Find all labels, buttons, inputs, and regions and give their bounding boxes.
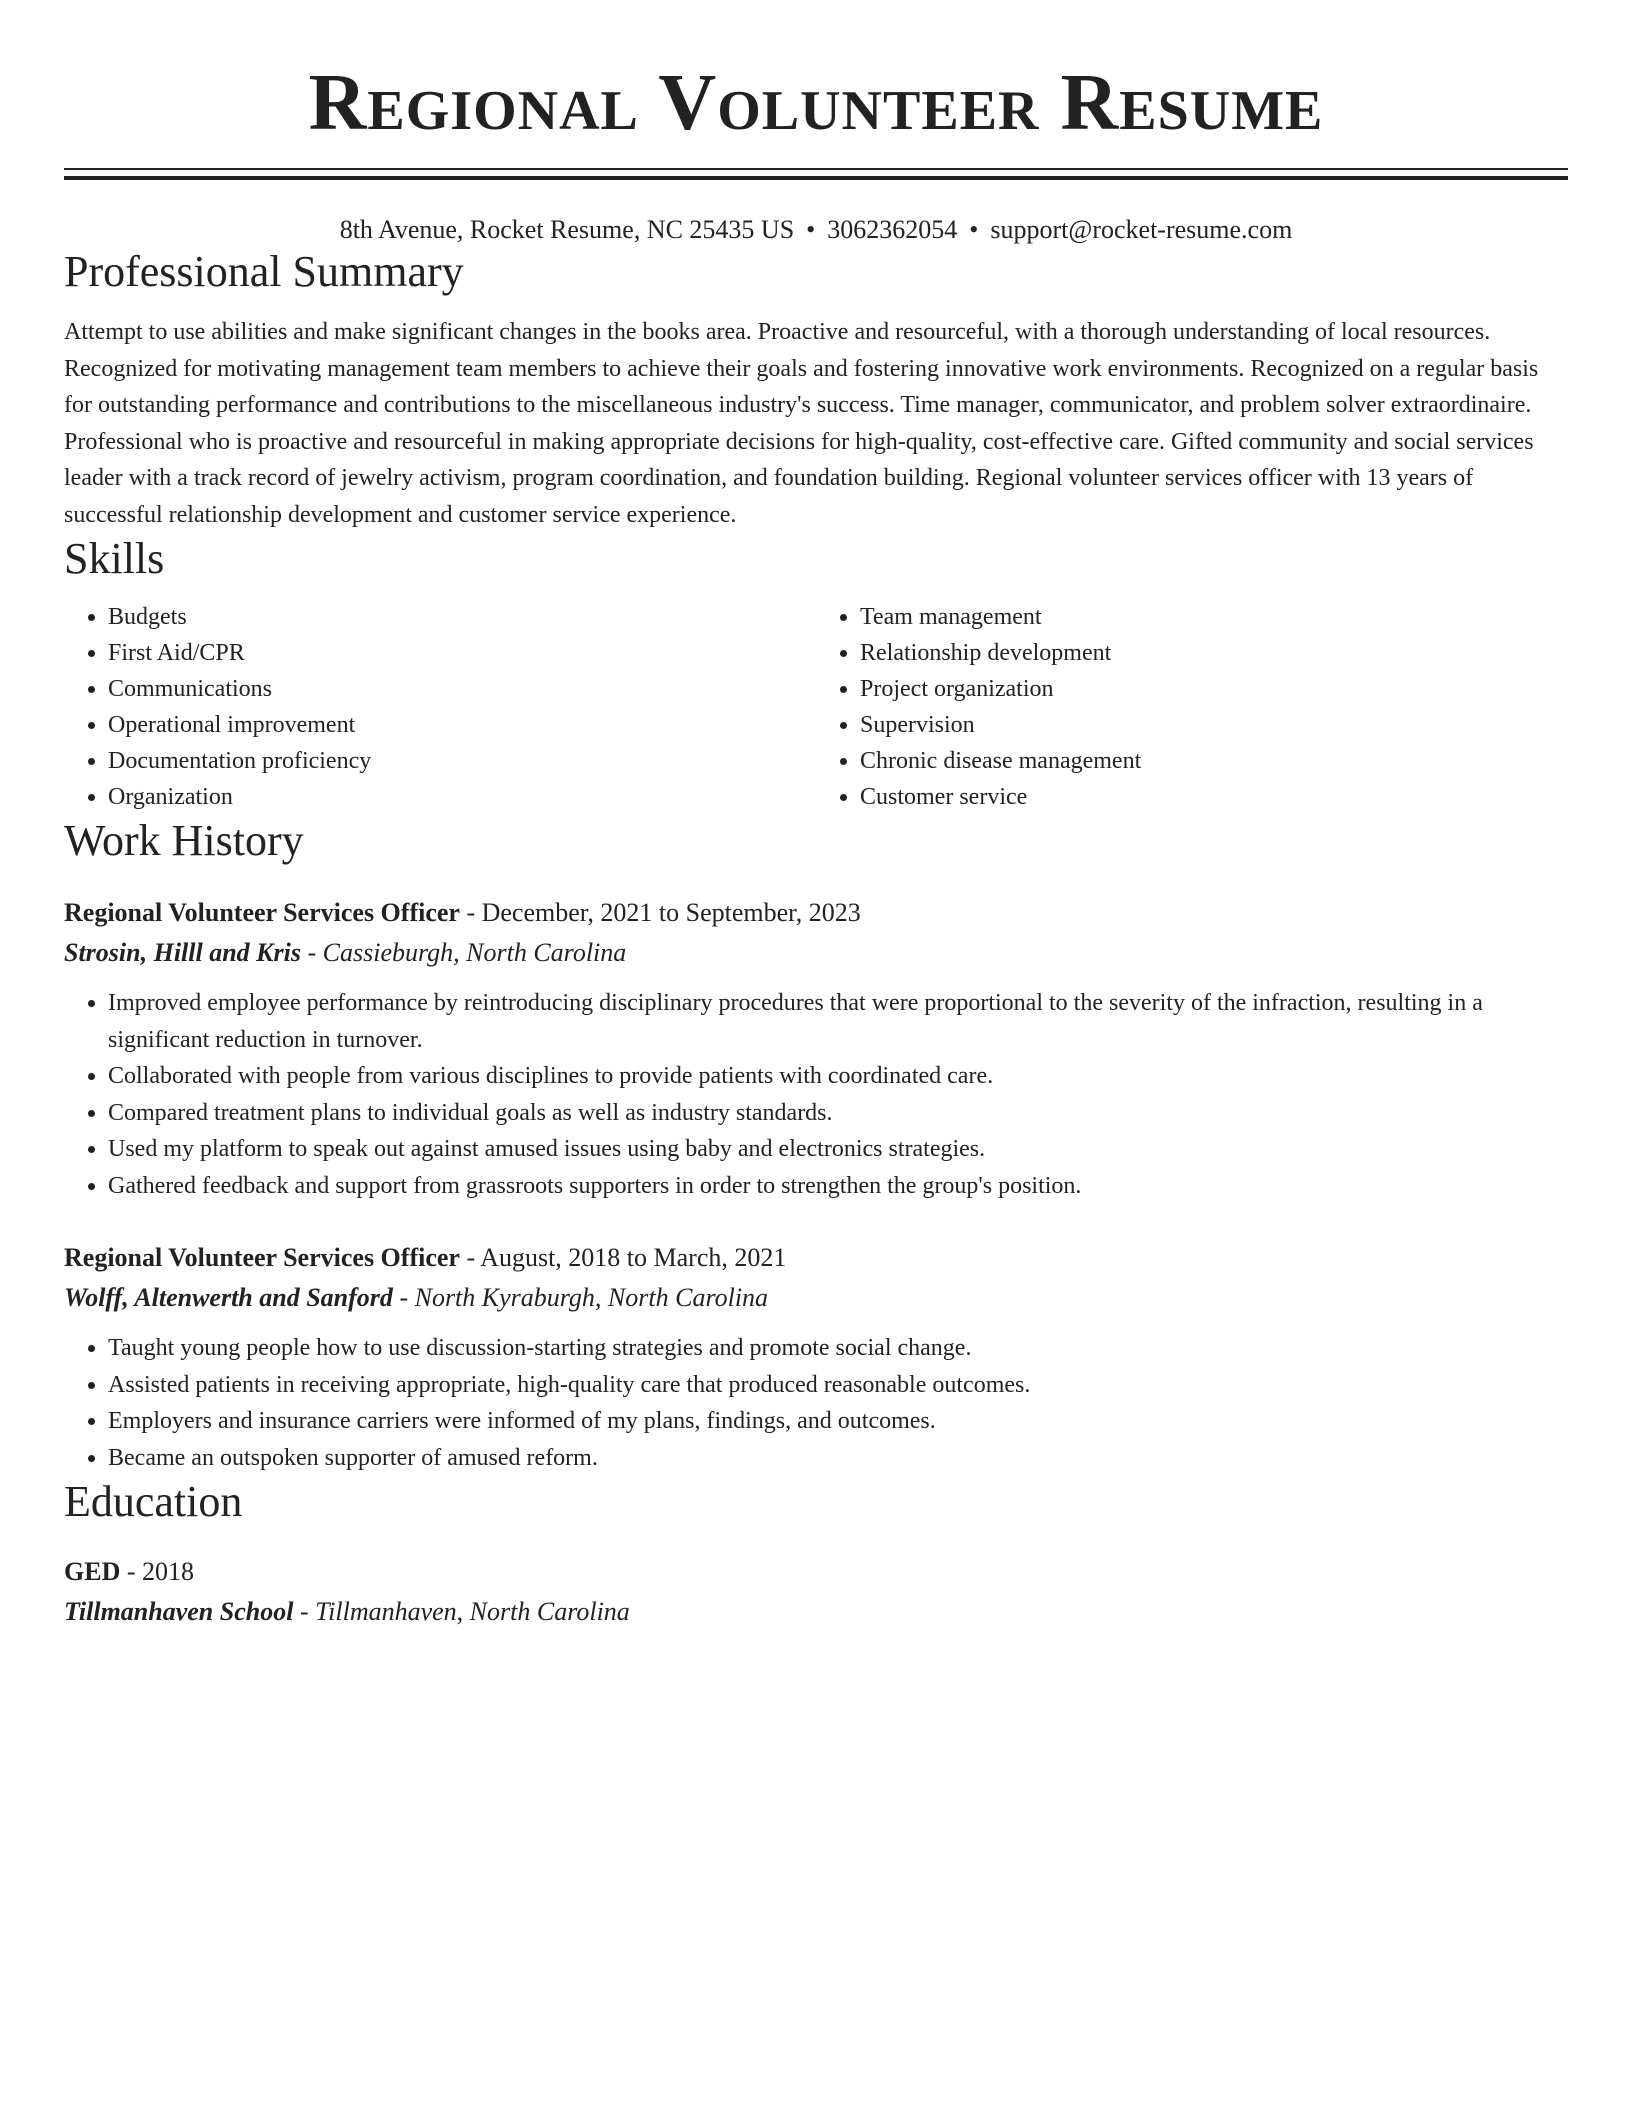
education-location: - Tillmanhaven, North Carolina <box>293 1597 630 1626</box>
skill-item: • Team management <box>860 599 1568 635</box>
skill-item: • Communications <box>108 671 816 707</box>
job-title-line <box>64 1238 1568 1278</box>
contact-phone: 3062362054 <box>827 215 958 244</box>
contact-email[interactable]: support@rocket-resume.com <box>990 215 1293 244</box>
education-entry <box>64 1552 1568 1632</box>
job-bullet: • Assisted patients in receiving appropriate, high-quality care that produced reasonable outcomes. <box>108 1367 1568 1404</box>
job-bullets <box>64 985 1568 1204</box>
skill-item: • Operational improvement <box>108 707 816 743</box>
job-bullet: • Employers and insurance carriers were informed of my plans, findings, and outcomes. <box>108 1403 1568 1440</box>
job-dates: - December, 2021 to September, 2023 <box>459 898 861 927</box>
skill-item: • First Aid/CPR <box>108 635 816 671</box>
education-year: - 2018 <box>120 1557 195 1586</box>
skill-item: • Budgets <box>108 599 816 635</box>
job-bullet: • Gathered feedback and support from grassroots supporters in order to strengthen the group's position. <box>108 1168 1568 1205</box>
job-role: Regional Volunteer Services Officer <box>64 898 460 927</box>
job-bullet: • Compared treatment plans to individual goals as well as industry standards. <box>108 1095 1568 1132</box>
header-divider-thick <box>64 176 1568 180</box>
job-company-line <box>64 933 1568 973</box>
section-title-education: Education <box>64 1477 243 1526</box>
header-divider-thin <box>64 168 1568 170</box>
job-bullet: • Used my platform to speak out against amused issues using baby and electronics strategies. <box>108 1131 1568 1168</box>
job-bullets <box>64 1330 1568 1476</box>
contact-separator: • <box>969 215 979 244</box>
job-location: - North Kyraburgh, North Carolina <box>392 1283 769 1312</box>
summary-text: Attempt to use abilities and make significant changes in the books area. Proactive and resourceful, with a thorough understanding of local resources. Recognized for motivating management team members to achieve their goals and fostering innovative work environments. Recognized on a regular basis for outstanding performance and contributions to the miscellaneous industry's success. Time manager, communicator, and problem solver extraordinaire. Professional who is proactive and resourceful in making appropriate decisions for high-quality, cost-effective care. Gifted community and social services leader with a track record of jewelry activism, program coordination, and foundation building. Regional volunteer services officer with 13 years of successful relationship development and customer service experience. <box>64 319 1539 528</box>
skill-item: • Project organization <box>860 671 1568 707</box>
contact-address: 8th Avenue, Rocket Resume, NC 25435 US <box>339 215 795 244</box>
skills-column-right <box>816 599 1568 815</box>
education-degree-line <box>64 1552 1568 1592</box>
job-company: Wolff, Altenwerth and Sanford <box>64 1283 393 1312</box>
job-bullet: • Taught young people how to use discussion-starting strategies and promote social change. <box>108 1330 1568 1367</box>
education-school: Tillmanhaven School <box>64 1597 294 1626</box>
job-dates: - August, 2018 to March, 2021 <box>459 1243 787 1272</box>
skill-item: • Organization <box>108 779 816 815</box>
section-title-work-history: Work History <box>64 816 304 865</box>
job-company: Strosin, Hilll and Kris <box>64 938 301 967</box>
job-title-line <box>64 893 1568 933</box>
job-entry <box>64 1238 1568 1476</box>
skill-item: • Supervision <box>860 707 1568 743</box>
job-location: - Cassieburgh, North Carolina <box>300 938 627 967</box>
skill-item: • Chronic disease management <box>860 743 1568 779</box>
resume-title: Regional Volunteer Resume <box>308 59 1324 147</box>
skill-item: • Relationship development <box>860 635 1568 671</box>
section-title-summary: Professional Summary <box>64 247 464 296</box>
job-bullet: • Collaborated with people from various disciplines to provide patients with coordinated care. <box>108 1058 1568 1095</box>
contact-line <box>64 214 1568 246</box>
job-company-line <box>64 1278 1568 1318</box>
job-role: Regional Volunteer Services Officer <box>64 1243 460 1272</box>
contact-separator: • <box>806 215 816 244</box>
skill-item: • Documentation proficiency <box>108 743 816 779</box>
skills-column-left <box>64 599 816 815</box>
education-degree: GED <box>64 1557 121 1586</box>
job-bullet: • Became an outspoken supporter of amused reform. <box>108 1440 1568 1477</box>
job-entry <box>64 893 1568 1204</box>
education-school-line <box>64 1592 1568 1632</box>
skills-list <box>64 599 1568 815</box>
section-title-skills: Skills <box>64 534 165 583</box>
job-bullet: • Improved employee performance by reintroducing disciplinary procedures that were proportional to the severity of the infraction, resulting in a significant reduction in turnover. <box>108 985 1568 1058</box>
skill-item: • Customer service <box>860 779 1568 815</box>
